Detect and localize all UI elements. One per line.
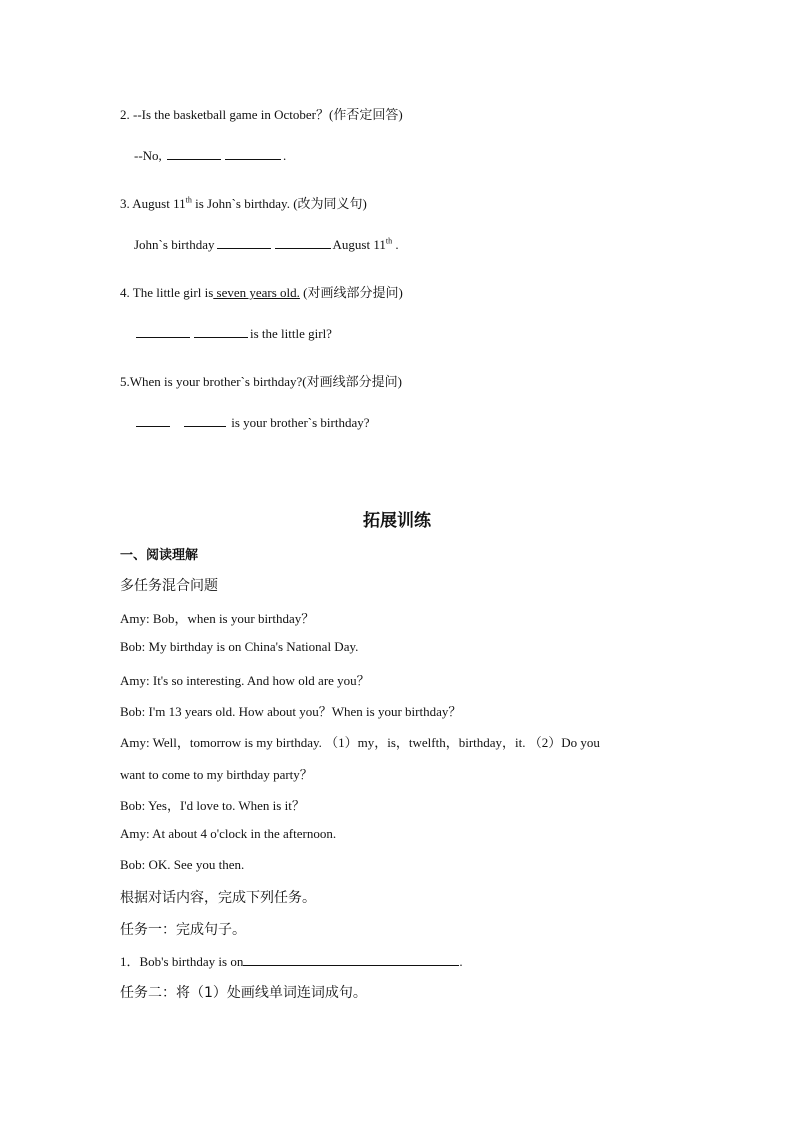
dialogue-line: want to come to my birthday party？ <box>120 767 313 782</box>
question-2 <box>120 104 403 123</box>
answer-blank[interactable] <box>136 425 170 427</box>
period: . <box>459 954 463 969</box>
task-intro: 多任务混合问题 <box>120 578 218 594</box>
underlined-phrase: seven years old. <box>213 285 300 300</box>
dialogue-line: Amy: Well，tomorrow is my birthday. （1）my，is，twelfth，birthday，it. （2）Do you <box>120 735 600 750</box>
answer-blank[interactable] <box>243 964 459 966</box>
question-4-answer <box>134 326 332 342</box>
answer-prefix: John`s birthday <box>134 237 215 252</box>
question-5-text: 5.When is your brother`s birthday?(对画线部分提问) <box>120 374 402 389</box>
task1-question-1 <box>120 951 463 970</box>
answer-blank[interactable] <box>194 336 248 338</box>
instruction: 根据对话内容，完成下列任务。 <box>120 890 316 906</box>
question-4-text: 4. The little girl is <box>120 285 214 300</box>
dialogue-line: Amy: Bob，when is your birthday？ <box>120 611 315 626</box>
question-3-answer <box>134 237 399 253</box>
answer-blank[interactable] <box>225 158 281 160</box>
dialogue-line: Bob: Yes，I'd love to. When is it？ <box>120 798 305 813</box>
answer-suffix: August 11 <box>332 237 386 252</box>
question-5 <box>120 371 402 390</box>
superscript: th <box>385 236 393 246</box>
answer-blank[interactable] <box>217 247 271 249</box>
answer-suffix: is the little girl? <box>250 326 332 341</box>
question-3-text: 3. August 11 <box>120 196 186 211</box>
answer-blank[interactable] <box>184 425 226 427</box>
dialogue-line: Bob: OK. See you then. <box>120 857 245 872</box>
answer-blank[interactable] <box>136 336 190 338</box>
task2-heading: 任务二：将（1）处画线单词连词成句。 <box>120 985 367 1001</box>
section-title: 拓展训练 <box>363 511 431 531</box>
dialogue-line: Bob: My birthday is on China's National Day. <box>120 639 359 654</box>
answer-blank[interactable] <box>275 247 331 249</box>
dialogue-line: Amy: It's so interesting. And how old are you？ <box>120 673 370 688</box>
section-heading: 一、阅读理解 <box>120 548 199 563</box>
answer-end: . <box>392 237 399 252</box>
superscript: th <box>185 195 192 205</box>
question-4 <box>120 282 403 301</box>
question-2-text: 2. --Is the basketball game in October？(作否定回答) <box>120 107 403 122</box>
question-3-rest: is John`s birthday. (改为同义句) <box>191 196 367 211</box>
question-2-answer: --No, . <box>134 148 287 163</box>
answer-blank[interactable] <box>167 158 221 160</box>
question-5-answer <box>134 415 370 431</box>
task1-heading: 任务一：完成句子。 <box>120 922 246 938</box>
answer-suffix: is your brother`s birthday? <box>228 415 370 430</box>
dialogue-line: Bob: I'm 13 years old. How about you？When is your birthday？ <box>120 704 462 719</box>
answer-prefix: --No, <box>134 148 166 163</box>
question-4-instruction: (对画线部分提问) <box>299 285 403 300</box>
question-3 <box>120 193 367 212</box>
task1-question-text: 1．Bob's birthday is on <box>120 954 244 969</box>
dialogue-line: Amy: At about 4 o'clock in the afternoon. <box>120 826 337 841</box>
